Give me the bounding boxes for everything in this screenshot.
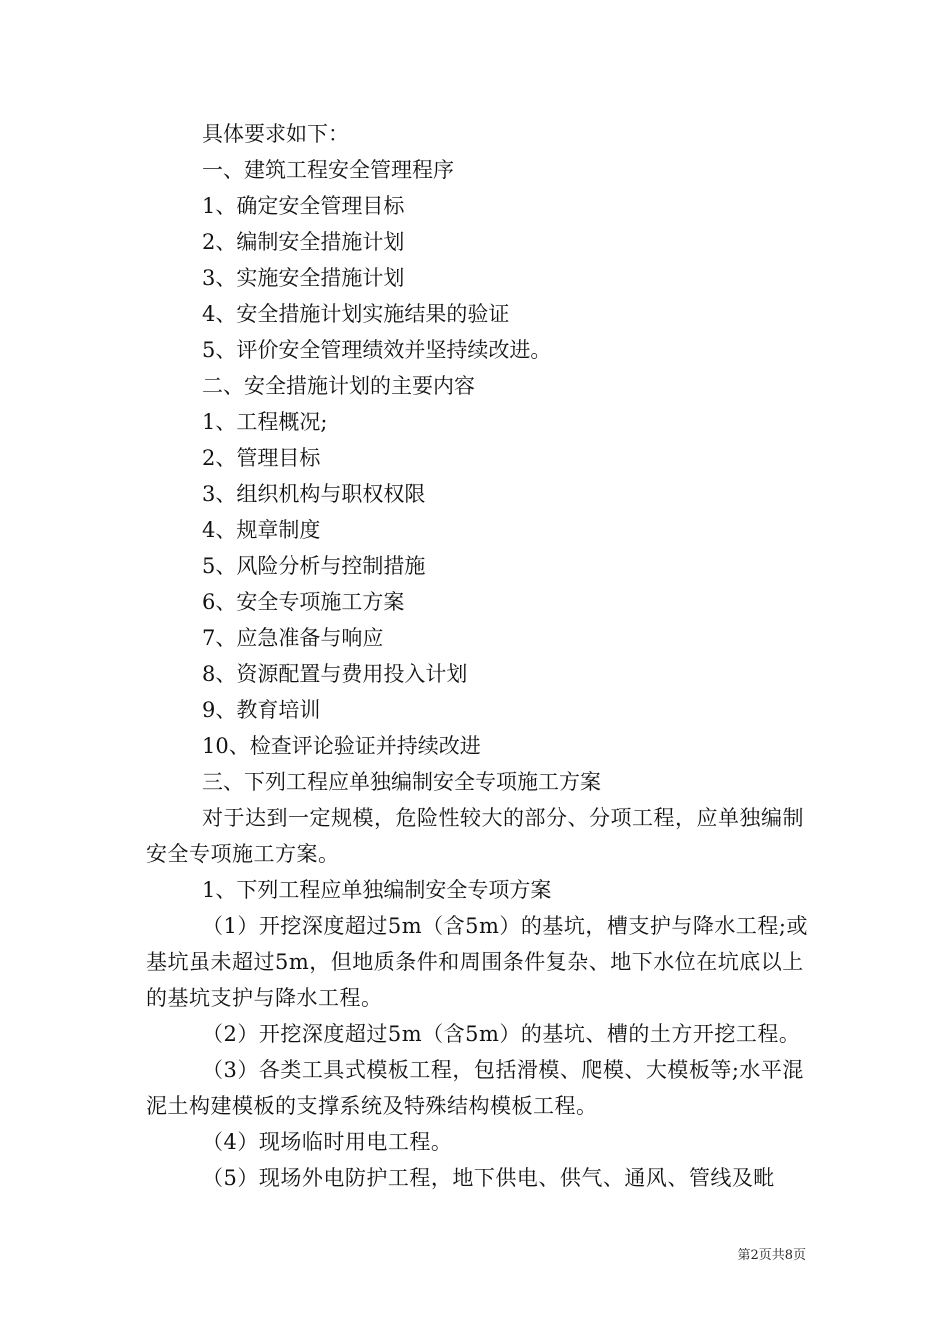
document-body	[146, 116, 808, 1196]
body-paragraph: （1）开挖深度超过5m（含5m）的基坑，槽支护与降水工程;或基坑虽未超过5m，但地质条件和周围条件复杂、地下水位在坑底以上的基坑支护与降水工程。	[146, 914, 808, 1010]
list-item: 3、组织机构与职权权限	[202, 482, 426, 506]
section-heading-2: 二、安全措施计划的主要内容	[202, 374, 475, 398]
body-paragraph: （3）各类工具式模板工程，包括滑模、爬模、大模板等;水平混泥土构建模板的支撑系统及特殊结构模板工程。	[146, 1058, 804, 1118]
list-item: 8、资源配置与费用投入计划	[202, 662, 468, 686]
list-item: 2、编制安全措施计划	[202, 230, 405, 254]
list-item: 7、应急准备与响应	[202, 626, 384, 650]
list-item: 5、风险分析与控制措施	[202, 554, 426, 578]
list-item: 5、评价安全管理绩效并坚持续改进。	[202, 338, 552, 362]
list-item: 2、管理目标	[202, 446, 321, 470]
list-item: 4、安全措施计划实施结果的验证	[202, 302, 510, 326]
list-item: 9、教育培训	[202, 698, 321, 722]
section-heading-3: 三、下列工程应单独编制安全专项施工方案	[202, 770, 601, 794]
subsection-heading: 1、下列工程应单独编制安全专项方案	[202, 878, 552, 902]
section-heading-1: 一、建筑工程安全管理程序	[202, 158, 454, 182]
body-paragraph: （5）现场外电防护工程，地下供电、供气、通风、管线及毗	[202, 1166, 775, 1190]
list-item: 1、工程概况;	[202, 410, 328, 434]
body-paragraph: 对于达到一定规模，危险性较大的部分、分项工程，应单独编制安全专项施工方案。	[146, 806, 804, 866]
list-item: 6、安全专项施工方案	[202, 590, 405, 614]
list-item: 4、规章制度	[202, 518, 321, 542]
list-item: 1、确定安全管理目标	[202, 194, 405, 218]
body-paragraph: （4）现场临时用电工程。	[202, 1130, 453, 1154]
body-paragraph: （2）开挖深度超过5m（含5m）的基坑、槽的土方开挖工程。	[202, 1022, 801, 1046]
list-item: 3、实施安全措施计划	[202, 266, 405, 290]
list-item: 10、检查评论验证并持续改进	[202, 734, 481, 758]
page-number: 第2页共8页	[737, 1248, 806, 1263]
paragraph-intro: 具体要求如下：	[202, 122, 349, 146]
